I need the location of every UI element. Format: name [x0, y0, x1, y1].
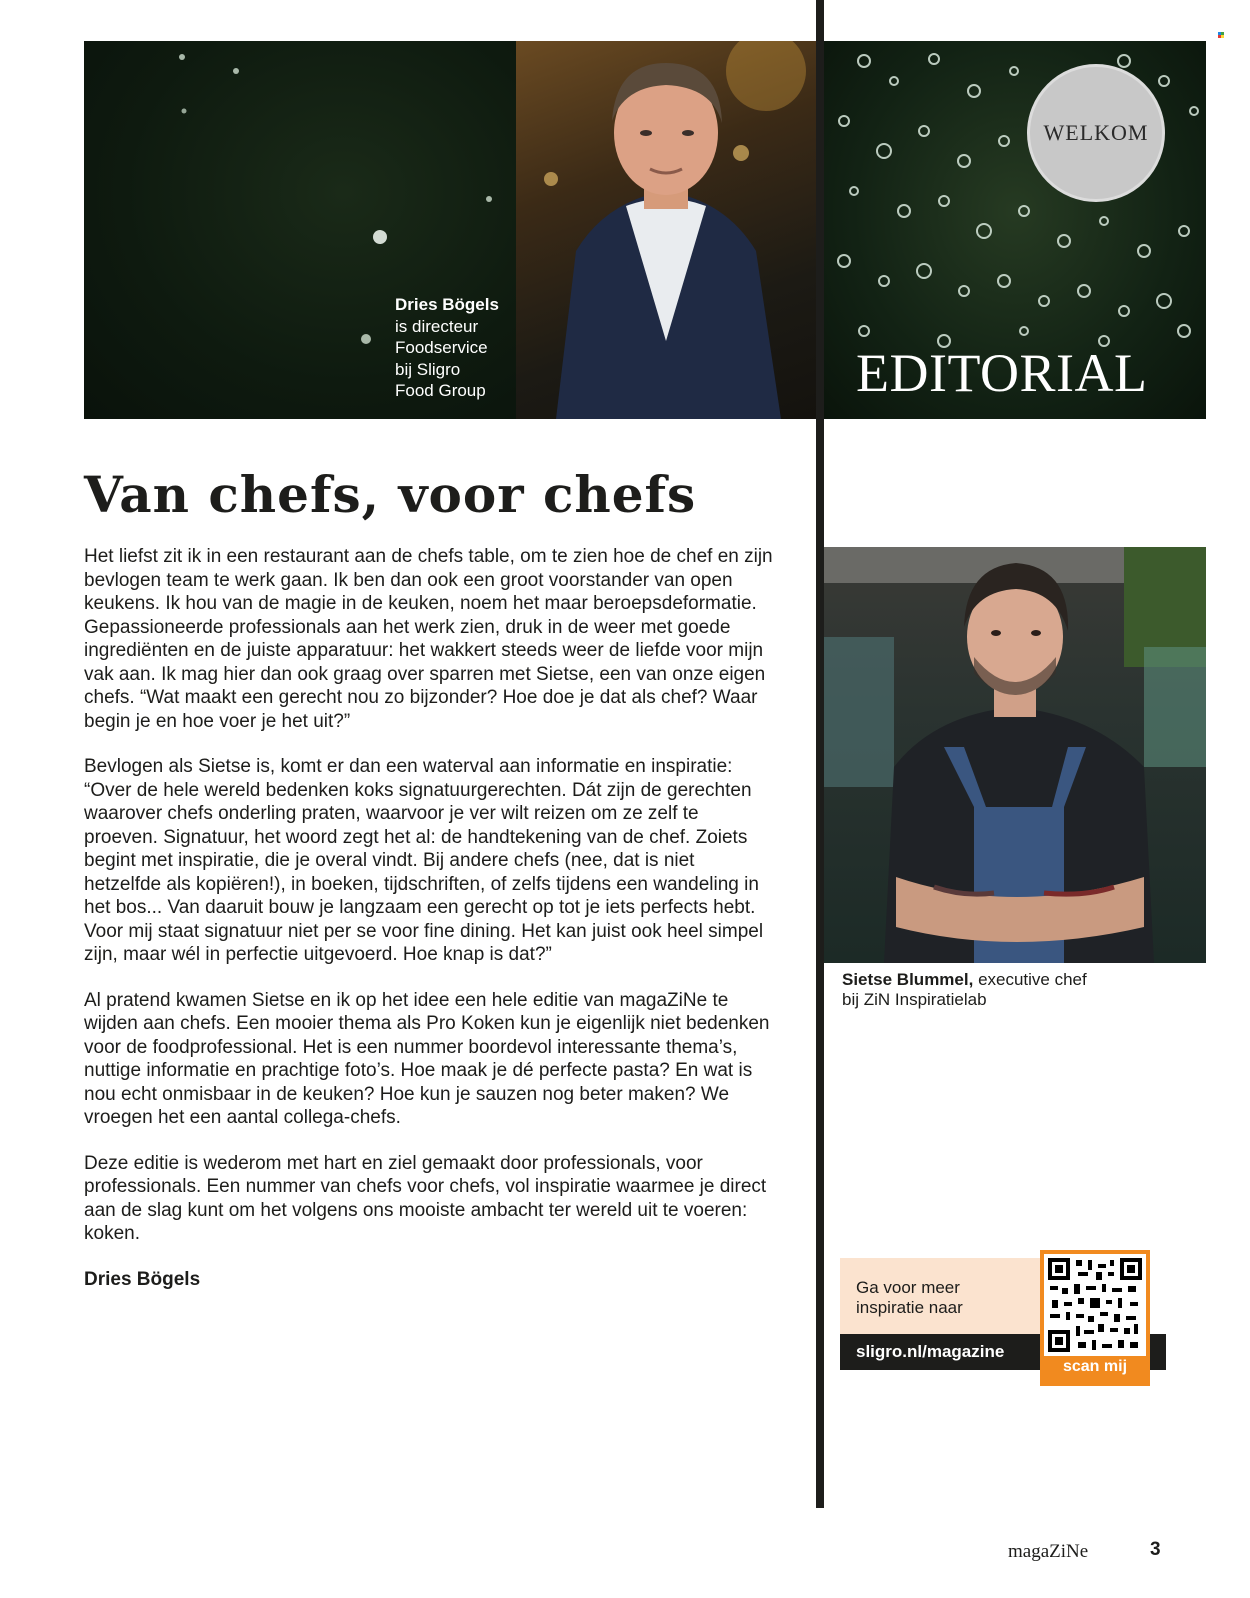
director-role-line4: Food Group [395, 381, 486, 400]
director-role-line3: bij Sligro [395, 359, 461, 379]
scan-label: scan mij [1062, 1358, 1128, 1375]
qr-code-icon [1048, 1258, 1142, 1352]
page-title: Van chefs, voor chefs [84, 465, 697, 524]
magazine-name: magaZiNe [1008, 1541, 1089, 1562]
director-name: Dries Bögels [395, 295, 499, 314]
article-paragraph: Deze editie is wederom met hart en ziel gemaakt door professionals, voor professionals. Een nummer van chefs voor chefs, vol inspiratie waarmee je direct aan de slag kunt om het volgens ons mooiste ambacht ter wereld uit te voeren: koken. [84, 1152, 767, 1244]
chef-workplace: bij ZiN Inspiratielab [842, 990, 987, 1009]
director-role-line1: is directeur [395, 316, 479, 336]
article-body [84, 545, 774, 1313]
director-portrait [516, 41, 816, 419]
director-caption [395, 294, 525, 402]
portrait-illustration [516, 41, 816, 419]
qr-cta-text [856, 1278, 1036, 1318]
article-paragraph: Het liefst zit ik in een restaurant aan de chefs table, om te zien hoe de chef en zijn bevlogen team te werk gaan. Ik ben dan ook een groot voorstander van open keukens. Ik hou van de magie in de keuken, noem het maar beroepsdeformatie. Gepassioneerde professionals aan het werk zien, druk in de weer met goede ingrediënten en de juiste apparatuur: het wakkert steeds weer de liefde voor mijn vak aan. Ik mag hier dan ook graag over sparren met Sietse, een van onze eigen chefs. “Wat maakt een gerecht nou zo bijzonder? Hoe doe je dat als chef? Waar begin je en hoe voer je het uit?” [84, 546, 773, 732]
print-mark-icon [1218, 32, 1224, 38]
welkom-badge [1027, 64, 1165, 202]
chef-role: executive chef [978, 970, 1087, 989]
magazine-link[interactable]: sligro.nl/magazine [856, 1342, 1005, 1361]
chef-illustration [824, 547, 1206, 963]
article-paragraph: Bevlogen als Sietse is, komt er dan een waterval aan informatie en inspiratie: “Over de hele wereld bedenken koks signatuurgerechten. Dát zijn de gerechten waarover chefs onderling praten, waarvoor je ver wilt reizen om ze zelf te proeven. Signatuur, het woord zegt het al: de handtekening van de chef. Zoiets begint met inspiratie, die je overal vindt. Bij andere chefs (nee, dat is niet hetzelfde als kopiëren!), in boeken, tijdschriften, of zelfs tijdens een wandeling in het bos... Van daaruit bouw je langzaam een gerecht op tot je iets perfects hebt. Voor mij staat signatuur niet per se voor fine dining. Het kan juist ook heel simpel zijn, maar wél in perfectie uitgevoerd. Hoe knap is dat?” [84, 756, 764, 965]
article-signature: Dries Bögels [84, 1268, 201, 1290]
welkom-label: WELKOM [1043, 120, 1149, 145]
chef-caption [842, 970, 1182, 1010]
qr-cta-line2: inspiratie naar [856, 1298, 963, 1317]
chef-name: Sietse Blummel, [842, 970, 974, 989]
qr-cta-line1: Ga voor meer [856, 1278, 960, 1297]
chef-portrait [824, 547, 1206, 963]
director-role-line2: Foodservice [395, 338, 488, 357]
vertical-divider [816, 0, 824, 1508]
section-label: EDITORIAL [856, 343, 1148, 403]
qr-code[interactable] [1044, 1254, 1146, 1356]
page-number: 3 [1150, 1539, 1161, 1560]
article-paragraph: Al pratend kwamen Sietse en ik op het idee een hele editie van magaZiNe te wijden aan chefs. Een mooier thema als Pro Koken kun je eigenlijk niet bedenken voor de foodprofessional. Het is een nummer boordevol interessante thema’s, nuttige informatie en prachtige foto’s. Hoe maak je dé perfecte pasta? En wat is nou echt onmisbaar in de keuken? Hoe kun je sauzen nog beter maken? We vroegen het een aantal collega-chefs. [84, 989, 770, 1128]
